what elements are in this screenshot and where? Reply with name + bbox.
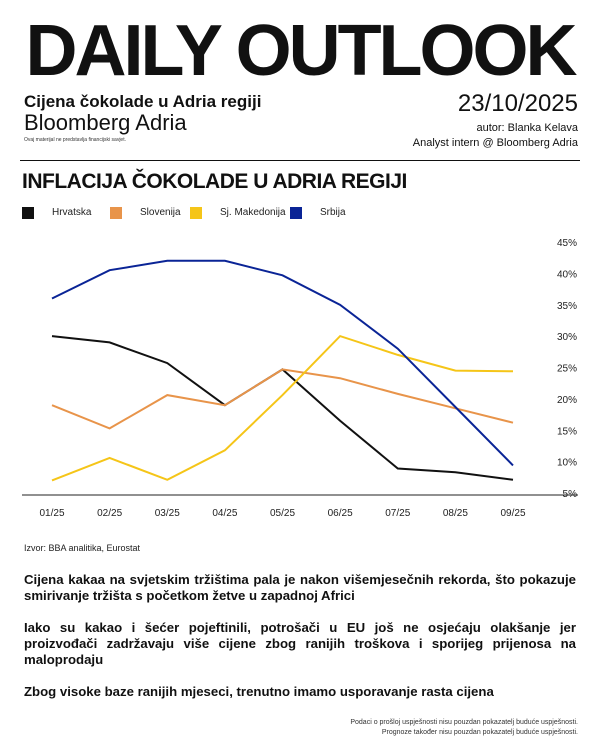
- top-disclaimer: Ovaj materijal ne predstavlja financijski savjet.: [24, 137, 126, 143]
- y-tick-label: 15%: [556, 426, 577, 438]
- y-tick-label: 35%: [556, 300, 577, 312]
- report-subtitle: Cijena čokolade u Adria regiji: [24, 92, 262, 111]
- x-tick-label: 02/25: [97, 508, 123, 519]
- x-tick-label: 07/25: [385, 508, 411, 519]
- x-tick-label: 01/25: [39, 508, 65, 519]
- series-line-hrvatska: [52, 336, 513, 480]
- report-date: 23/10/2025: [457, 90, 578, 117]
- series-line-makedonija: [52, 336, 513, 480]
- x-tick-label: 08/25: [442, 508, 468, 519]
- analyst-line: Analyst intern @ Bloomberg Adria: [412, 137, 578, 149]
- footer-disclaimer-forecast: Prognoze također nisu pouzdan pokazatelj buduće uspješnosti.: [381, 729, 578, 736]
- header-divider: [20, 160, 580, 161]
- paragraph-consumers: Iako su kakao i šećer pojeftinili, potrošači u EU još ne osjećaju olakšanje jer proizvođači zadržavaju više cijene zbog ranijih troškova i sporijeg prijenosa na maloprodaju: [24, 620, 576, 667]
- series-line-slovenija: [52, 369, 513, 428]
- y-tick-label: 30%: [556, 332, 577, 344]
- y-tick-label: 5%: [562, 489, 577, 500]
- y-tick-label: 45%: [556, 238, 577, 249]
- legend-swatch-makedonija: [190, 207, 202, 219]
- series-line-srbija: [52, 261, 513, 466]
- footer-disclaimer-past: Podaci o prošloj uspješnosti nisu pouzdan pokazatelj buduće uspješnosti.: [350, 719, 578, 726]
- legend-label-slovenija: Slovenija: [140, 207, 181, 218]
- legend-label-srbija: Srbija: [320, 207, 346, 218]
- legend-swatch-slovenija: [110, 207, 122, 219]
- x-tick-label: 04/25: [212, 508, 238, 519]
- y-tick-label: 20%: [556, 394, 577, 406]
- x-tick-label: 03/25: [154, 508, 180, 519]
- y-tick-label: 25%: [556, 363, 577, 375]
- legend-swatch-srbija: [290, 207, 302, 219]
- chart-title: INFLACIJA ČOKOLADE U ADRIA REGIJI: [22, 170, 407, 193]
- x-tick-label: 09/25: [500, 508, 526, 519]
- x-tick-label: 06/25: [327, 508, 353, 519]
- legend-label-hrvatska: Hrvatska: [52, 207, 92, 218]
- masthead-title: DAILY OUTLOOK: [25, 11, 575, 91]
- legend-swatch-hrvatska: [22, 207, 34, 219]
- y-tick-label: 40%: [556, 269, 577, 281]
- legend-label-makedonija: Sj. Makedonija: [220, 207, 286, 218]
- author-line: autor: Blanka Kelava: [476, 122, 578, 134]
- inflation-line-chart: [0, 225, 600, 525]
- x-tick-label: 05/25: [269, 508, 296, 519]
- data-source: Izvor: BBA analitika, Eurostat: [24, 543, 141, 553]
- paragraph-base-effect: Zbog visoke baze ranijih mjeseci, trenutno imamo usporavanje rasta cijena: [24, 684, 494, 699]
- outlet-name: Bloomberg Adria: [24, 110, 187, 135]
- paragraph-cocoa-prices: Cijena kakaa na svjetskim tržištima pala je nakon višemjesečnih rekorda, što pokazuje smirivanje tržišta s početkom žetve u zapadnoj Africi: [24, 572, 576, 603]
- y-tick-label: 10%: [556, 457, 577, 469]
